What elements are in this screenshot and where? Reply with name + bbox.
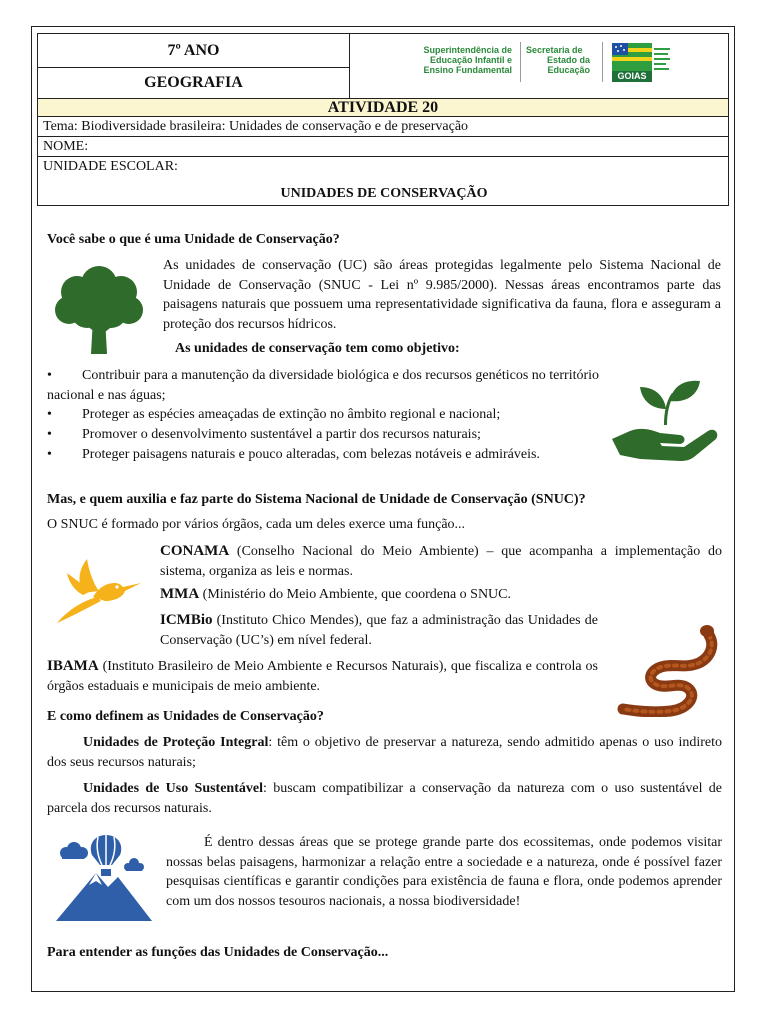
conama-entry — [160, 542, 722, 581]
logos-cell — [350, 34, 728, 98]
logo-divider-2 — [602, 42, 603, 82]
question-2: Mas, e quem auxilia e faz parte do Sistema Nacional de Unidade de Conservação (SNUC)? — [47, 492, 586, 507]
mma-text: (Ministério do Meio Ambiente, que coordena o SNUC. — [199, 587, 511, 602]
icmbio-name: ICMBio — [160, 612, 213, 628]
sustentavel-text: : buscam compatibilizar a conservação da natureza com o uso sustentável de parcela dos recursos naturais. — [47, 781, 723, 816]
logo-secretaria — [518, 45, 604, 75]
document-title: UNIDADES DE CONSERVAÇÃO — [280, 186, 488, 201]
list-item — [47, 425, 481, 445]
list-item-text: Proteger as espécies ameaçadas de extinção no âmbito regional e nacional; — [82, 407, 501, 422]
tree-icon — [51, 262, 147, 358]
question-1: Você sabe o que é uma Unidade de Conservação? — [47, 232, 340, 247]
logo1-line3: Ensino Fundamental — [423, 65, 512, 75]
bullet-dot: • — [47, 447, 52, 462]
integral-entry — [47, 733, 722, 772]
ibama-entry — [47, 657, 598, 696]
grade-cell: 7º ANO — [38, 34, 350, 68]
nome-row: NOME: — [38, 137, 728, 157]
tema-row: Tema: Biodiversidade brasileira: Unidades de conservação e de preservação — [38, 117, 728, 137]
goias-slogan-icon — [654, 46, 676, 74]
list-item-text: Proteger paisagens naturais e pouco alteradas, com belezas notáveis e admiráveis. — [82, 447, 540, 462]
subject-cell: GEOGRAFIA — [38, 68, 350, 98]
activity-banner: ATIVIDADE 20 — [38, 98, 728, 117]
icmbio-entry — [160, 611, 598, 650]
list-item-text: Contribuir para a manutenção da diversidade biológica e dos recursos genéticos no território nacional e nas águas; — [47, 368, 600, 403]
goias-logo-text: GOIAS — [617, 71, 647, 81]
conama-text: (Conselho Nacional do Meio Ambiente) – que acompanha a implementação do sistema, organiza as leis e normas. — [160, 544, 722, 579]
mountain-balloon-icon — [56, 833, 152, 921]
logo2-line1: Secretaria de — [526, 45, 583, 55]
question-4: Para entender as funções das Unidades de Conservação... — [47, 945, 389, 960]
integral-text: : têm o objetivo de preservar a natureza, sendo admitido apenas o uso indireto dos seus recursos naturais; — [47, 735, 722, 770]
unidade-row: UNIDADE ESCOLAR: — [43, 159, 178, 174]
ibama-text: (Instituto Brasileiro de Meio Ambiente e Recursos Naturais), que fiscaliza e controla os órgãos estaduais e municipais de meio ambiente. — [47, 659, 598, 694]
logo1-line2: Educação Infantil e — [429, 55, 512, 65]
question-3: E como definem as Unidades de Conservação? — [47, 709, 324, 724]
header-table — [37, 33, 729, 206]
sustentavel-entry — [47, 779, 722, 818]
logo-superintendencia — [390, 45, 512, 75]
mma-name: MMA — [160, 586, 200, 602]
logo2-line3: Educação — [547, 65, 590, 75]
integral-name: Unidades de Proteção Integral — [83, 735, 269, 750]
mma-entry — [160, 585, 722, 605]
bullet-dot: • — [47, 407, 52, 422]
content — [37, 33, 729, 206]
list-item — [47, 405, 500, 425]
list-item — [47, 445, 540, 465]
list-item — [47, 366, 607, 405]
bullet-dot: • — [47, 368, 52, 383]
sustentavel-name: Unidades de Uso Sustentável — [83, 781, 263, 796]
hand-plant-icon — [610, 379, 722, 461]
logo1-line1: Superintendência de — [423, 45, 512, 55]
ibama-name: IBAMA — [47, 658, 99, 674]
hummingbird-icon — [53, 557, 143, 627]
conama-name: CONAMA — [160, 543, 230, 559]
objetivo-title: As unidades de conservação tem como objetivo: — [175, 341, 460, 356]
bullet-dot: • — [47, 427, 52, 442]
paragraph-uc: As unidades de conservação (UC) são áreas protegidas legalmente pelo Sistema Nacional de Unidade de Conservação (SNUC - Lei nº 9.985/2000). Nessas áreas encontramos parte das paisagens naturais que possuem uma representatividade significativa da fauna, flora e asseguram a proteção dos recursos hídricos. — [163, 258, 721, 332]
logo2-line2: Estado da — [546, 55, 590, 65]
list-item-text: Promover o desenvolvimento sustentável a partir dos recursos naturais; — [82, 427, 481, 442]
icmbio-text: (Instituto Chico Mendes), que faz a administração das Unidades de Conservação (UC’s) em nível federal. — [160, 613, 598, 648]
paragraph-snuc: O SNUC é formado por vários órgãos, cada um deles exerce uma função... — [47, 517, 466, 532]
paragraph-ecosystems: É dentro dessas áreas que se protege grande parte dos ecossitemas, onde podemos visitar nossas belas paisagens, harmonizar a relação entre a sociedade e a natureza, onde é possível fazer pesquisas científicas e garantir condições para existência de fauna e flora, onde podemos aprender com um dos nossos tesouros nacionais, a nossa biodiversidade! — [166, 835, 722, 909]
snake-icon — [615, 623, 719, 717]
page-border — [31, 26, 735, 992]
